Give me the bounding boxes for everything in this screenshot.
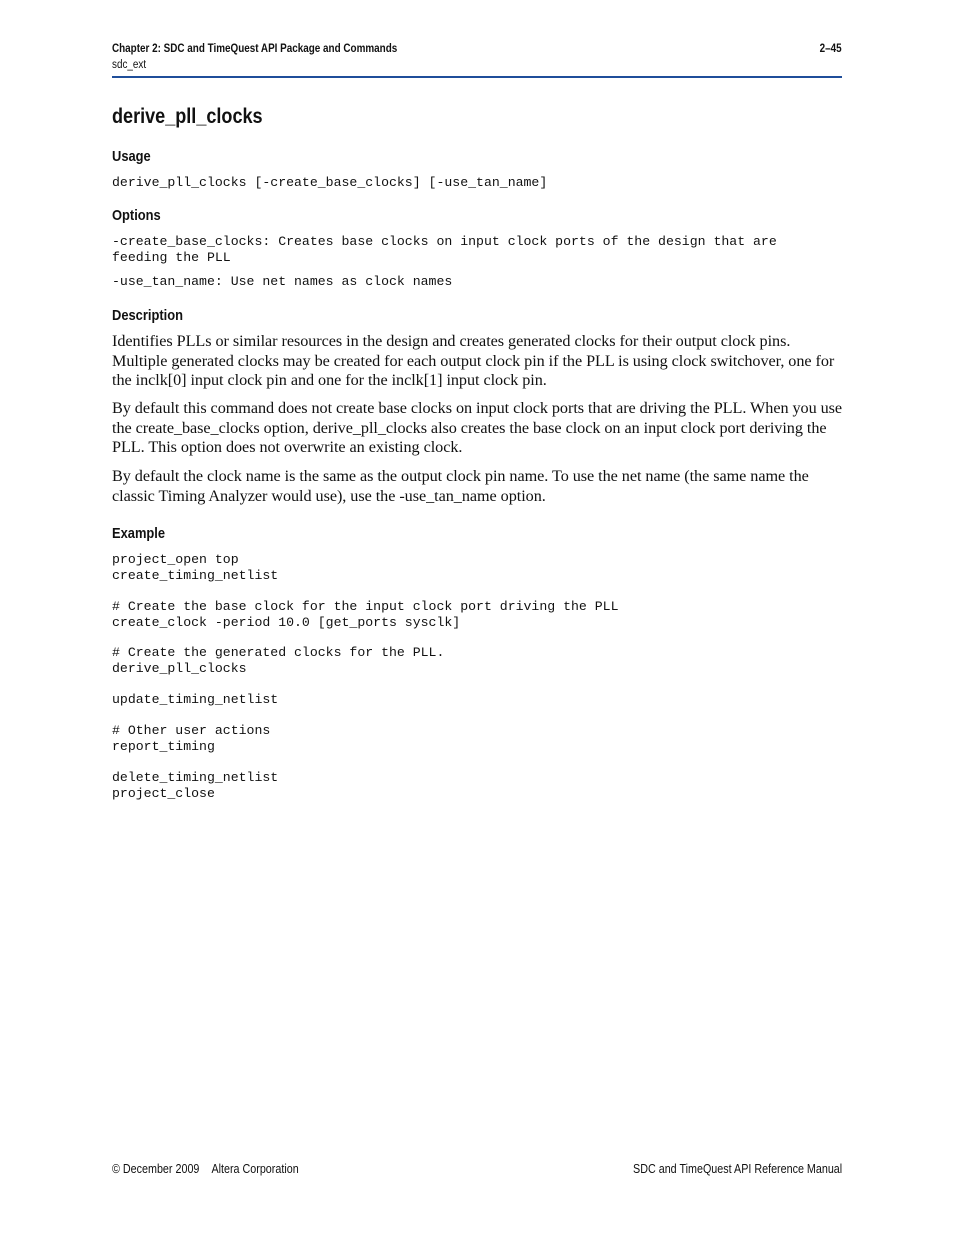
footer-manual-title: SDC and TimeQuest API Reference Manual	[632, 1162, 842, 1176]
example-code-block: # Other user actions report_timing	[112, 723, 271, 754]
usage-code: derive_pll_clocks [-create_base_clocks] [-use_tan_name]	[112, 175, 548, 190]
option-create-base-clocks: -create_base_clocks: Creates base clocks on input clock ports of the design that are feeding the PLL	[112, 234, 777, 265]
page-number: 2–45	[819, 43, 842, 55]
description-paragraph: By default the clock name is the same as the output clock pin name. To use the net name (the same name the classic Timing Analyzer would use), use the -use_tan_name option.	[112, 467, 809, 505]
header-rule	[112, 76, 842, 78]
example-heading: Example	[112, 525, 166, 542]
usage-heading: Usage	[112, 148, 151, 165]
example-code-block: delete_timing_netlist project_close	[112, 770, 279, 801]
description-heading: Description	[112, 307, 183, 324]
description-paragraph: Identifies PLLs or similar resources in the design and creates generated clocks for their output clock pins. Multiple generated clocks may be created for each output clock pin if the PLL is using clock switchover, one for the inclk[0] input clock pin and one for the inclk[1] input clock pin.	[112, 332, 835, 390]
footer-date: © December 2009	[112, 1162, 200, 1176]
option-use-tan-name: -use_tan_name: Use net names as clock names	[112, 274, 453, 289]
options-heading: Options	[112, 207, 161, 224]
running-header-section: sdc_ext	[112, 59, 147, 71]
example-code-block: # Create the base clock for the input clock port driving the PLL create_clock -period 10.0 [get_ports sysclk]	[112, 599, 619, 630]
description-paragraph: By default this command does not create base clocks on input clock ports that are driving the PLL. When you use the create_base_clocks option, derive_pll_clocks also creates the base clock on an input clock port deriving the PLL. This option does not overwrite an existing clock.	[112, 399, 843, 457]
footer-company: Altera Corporation	[211, 1162, 299, 1176]
running-header-chapter: Chapter 2: SDC and TimeQuest API Package and Commands	[112, 43, 398, 55]
example-code-block: # Create the generated clocks for the PLL. derive_pll_clocks	[112, 645, 445, 676]
document-page	[112, 0, 842, 1235]
page-title: derive_pll_clocks	[112, 105, 263, 128]
footer-left	[112, 1162, 299, 1176]
example-code-block: project_open top create_timing_netlist	[112, 552, 279, 583]
example-code-block: update_timing_netlist	[112, 692, 279, 707]
